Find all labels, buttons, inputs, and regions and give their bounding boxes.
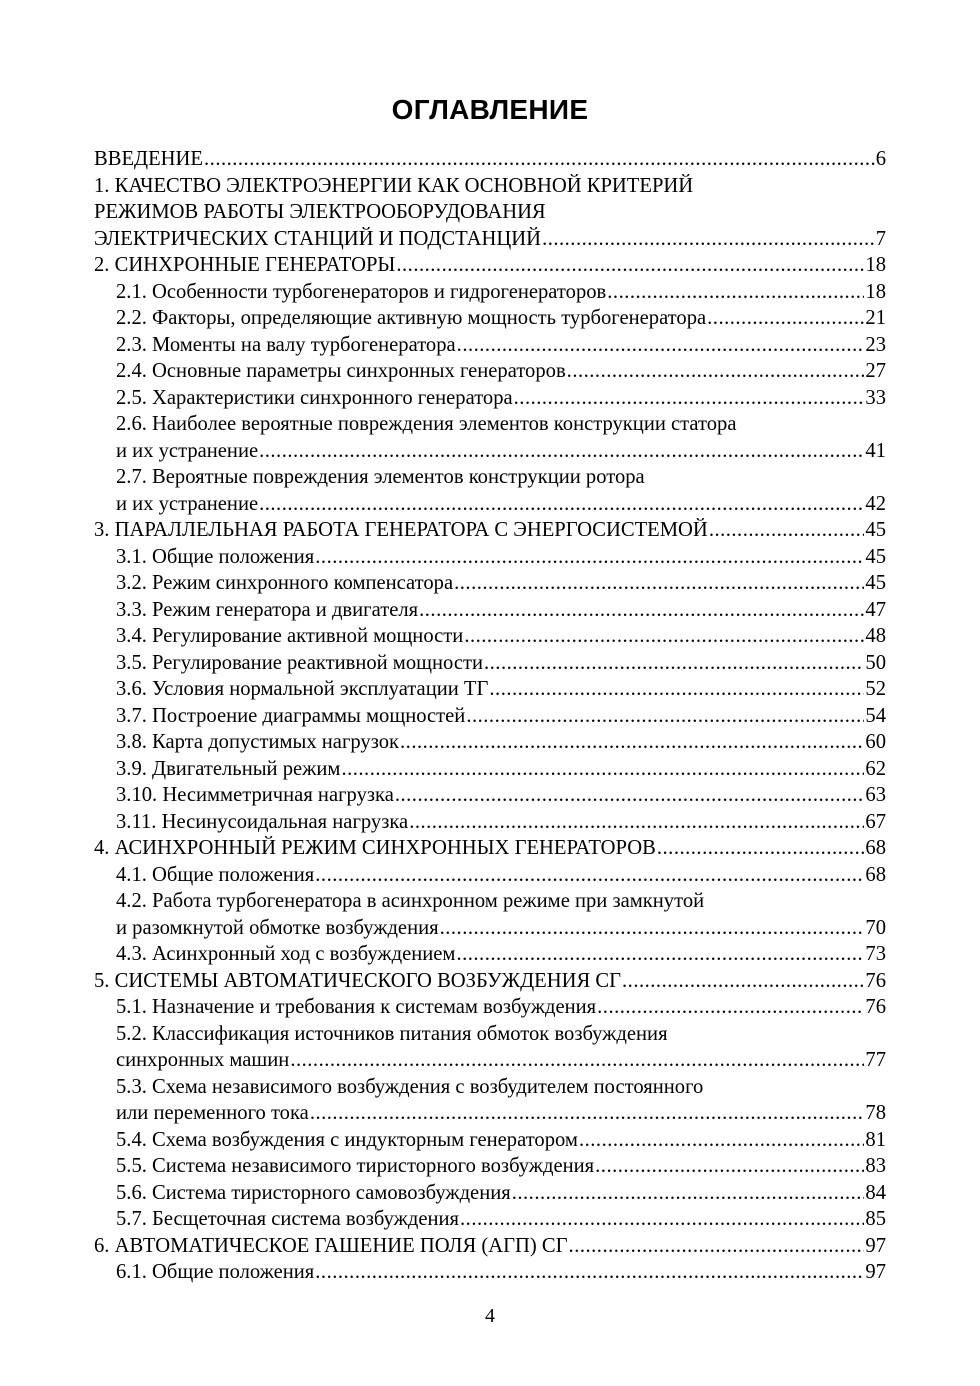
toc-dot-leader [315,862,864,889]
toc-entry-title: 3.9. Двигательный режим [116,757,341,780]
toc-entry-title: и разомкнутой обмотке возбуждения [116,916,439,939]
toc-entry-title: 4. АСИНХРОННЫЙ РЕЖИМ СИНХРОННЫХ ГЕНЕРАТОРОВ [94,837,656,859]
toc-entry[interactable] [94,729,886,756]
toc-dot-leader [409,809,864,836]
toc-entry[interactable] [94,1206,886,1233]
toc-entry-page: 63 [865,784,886,806]
toc-entry-page: 45 [865,519,886,541]
toc-entry[interactable] [94,491,886,518]
toc-entry[interactable] [94,305,886,332]
toc-entry-title: или переменного тока [116,1102,309,1124]
toc-dot-leader [464,623,864,650]
toc-entry-page: 78 [865,1102,886,1124]
toc-entry[interactable] [94,464,886,491]
toc-entry[interactable] [94,1047,886,1074]
toc-entry[interactable] [94,544,886,571]
toc-entry-page: 52 [865,678,886,700]
toc-entry[interactable] [94,915,886,942]
toc-entry[interactable] [94,597,886,624]
toc-dot-leader [569,1233,865,1260]
toc-entry[interactable] [94,1153,886,1180]
toc-entry[interactable] [94,332,886,359]
toc-entry-page: 62 [865,757,886,780]
toc-entry[interactable] [94,835,886,862]
toc-entry-title: 3.7. Построение диаграммы мощностей [116,704,466,727]
toc-entry[interactable] [94,1127,886,1154]
toc-dot-leader [512,1180,865,1207]
toc-entry-page: 21 [865,307,886,329]
toc-dot-leader [259,491,864,518]
toc-dot-leader [457,332,865,359]
toc-entry-title: 3.5. Регулирование реактивной мощности [116,651,483,674]
toc-entry-title: синхронных машин [116,1049,290,1071]
toc-entry-title: 3.10. Несимметричная нагрузка [116,784,394,806]
toc-entry-title: 4.1. Общие положения [116,863,315,886]
toc-entry-page: 54 [865,704,886,727]
toc-entry-page: 23 [865,333,886,356]
toc-entry[interactable] [94,1259,886,1286]
toc-dot-leader [396,252,864,279]
toc-entry-title: и их устранение [116,492,259,515]
toc-entry-title: 4.3. Асинхронный ход с возбуждением [116,943,456,965]
toc-entry-page: 33 [865,386,886,409]
toc-entry[interactable] [94,623,886,650]
toc-entry[interactable] [94,862,886,889]
toc-entry-title: ВВЕДЕНИЕ [94,148,204,170]
toc-entry-page: 48 [865,625,886,647]
toc-entry[interactable] [94,676,886,703]
toc-entry-title: и их устранение [116,439,259,462]
toc-dot-leader [707,305,864,332]
toc-dot-leader [315,1259,864,1286]
toc-entry-page: 18 [865,254,886,276]
toc-dot-leader [484,650,864,677]
toc-entry-page: 47 [865,598,886,621]
toc-dot-leader [542,226,875,253]
toc-dot-leader [395,782,865,809]
toc-entry-page: 85 [865,1208,886,1230]
toc-entry[interactable] [94,782,886,809]
toc-entry-title: 6.1. Общие положения [116,1261,315,1283]
toc-dot-leader [460,1206,864,1233]
toc-entry[interactable] [94,650,886,677]
toc-entry-title: 3.4. Регулирование активной мощности [116,625,464,647]
toc-dot-leader [440,915,865,942]
toc-entry-page: 76 [865,996,886,1018]
page-number: 4 [485,1305,495,1327]
toc-entry-title: 5.4. Схема возбуждения с индукторным генератором [116,1128,578,1151]
toc-entry[interactable] [94,994,886,1021]
toc-dot-leader [466,703,864,730]
toc-entry-page: 60 [865,731,886,753]
toc-entry-title: 2. СИНХРОННЫЕ ГЕНЕРАТОРЫ [94,254,396,276]
toc-entry-page: 76 [865,969,886,992]
toc-entry[interactable] [94,173,886,200]
toc-entry-page: 73 [865,943,886,965]
toc-dot-leader [419,597,864,624]
toc-dot-leader [315,544,864,571]
toc-dot-leader [514,385,865,412]
toc-entry[interactable] [94,1180,886,1207]
toc-entry[interactable] [94,968,886,995]
toc-entry-page: 45 [865,572,886,594]
toc-entry-page: 77 [865,1049,886,1071]
toc-entry-title: 3. ПАРАЛЛЕЛЬНАЯ РАБОТА ГЕНЕРАТОРА С ЭНЕРГОСИСТЕМОЙ [94,519,708,541]
toc-entry-title: 5.3. Схема независимого возбуждения с возбудителем постоянного [116,1075,704,1098]
toc-entry-page: 84 [865,1181,886,1204]
toc-entry-page: 18 [865,280,886,303]
toc-entry-title: 5.6. Система тиристорного самовозбуждения [116,1181,511,1204]
toc-entry[interactable] [94,438,886,465]
toc-entry[interactable] [94,888,886,915]
toc-entry-page: 7 [875,227,886,250]
toc-entry-title: ЭЛЕКТРИЧЕСКИХ СТАНЦИЙ И ПОДСТАНЦИЙ [94,227,542,250]
toc-entry-page: 67 [865,810,886,833]
toc-entry-title: 2.7. Вероятные повреждения элементов конструкции ротора [116,466,645,488]
toc-dot-leader [579,1127,864,1154]
toc-entry-title: 6. АВТОМАТИЧЕСКОЕ ГАШЕНИЕ ПОЛЯ (АГП) СГ [94,1234,568,1257]
toc-entry[interactable] [94,146,886,173]
toc-dot-leader [622,968,864,995]
toc-entry[interactable] [94,411,886,438]
toc-entry-title: 2.4. Основные параметры синхронных генераторов [116,360,566,382]
toc-entry[interactable] [94,199,886,226]
toc-entry[interactable] [94,809,886,836]
toc-entry-title: 5.1. Назначение и требования к системам возбуждения [116,996,597,1018]
toc-entry-page: 6 [875,148,886,170]
toc-entry-page: 81 [865,1128,886,1151]
toc-dot-leader [341,756,864,783]
toc-dot-leader [607,279,864,306]
toc-dot-leader [259,438,864,465]
toc-entry-title: 3.3. Режим генератора и двигателя [116,598,419,621]
toc-entry-page: 42 [865,492,886,515]
toc-entry-page: 68 [865,863,886,886]
toc-entry-title: 3.8. Карта допустимых нагрузок [116,731,400,753]
toc-entry-title: РЕЖИМОВ РАБОТЫ ЭЛЕКТРООБОРУДОВАНИЯ [94,201,546,223]
toc-entry[interactable] [94,517,886,544]
toc-dot-leader [709,517,865,544]
toc-dot-leader [310,1100,865,1127]
toc-entry-title: 5. СИСТЕМЫ АВТОМАТИЧЕСКОГО ВОЗБУЖДЕНИЯ СГ [94,969,622,992]
toc-dot-leader [595,1153,864,1180]
toc-entry[interactable] [94,252,886,279]
toc-entry-page: 27 [865,360,886,382]
toc-dot-leader [400,729,864,756]
toc-entry[interactable] [94,1074,886,1101]
toc-entry[interactable] [94,358,886,385]
toc-entry-page: 97 [865,1261,886,1283]
toc-dot-leader [456,941,864,968]
toc-entry[interactable] [94,703,886,730]
toc-entry-page: 97 [865,1234,886,1257]
toc-entry-title: 5.2. Классификация источников питания обмоток возбуждения [116,1022,668,1045]
toc-entry-title: 2.3. Моменты на валу турбогенератора [116,333,456,356]
toc-dot-leader [657,835,865,862]
toc-dot-leader [204,146,875,173]
toc-entry-page: 83 [865,1155,886,1177]
toc-entry-page: 68 [865,837,886,859]
toc-entry-title: 3.11. Несинусоидальная нагрузка [116,810,409,833]
toc-entry-page: 50 [865,651,886,674]
toc-entry[interactable] [94,756,886,783]
toc-entry[interactable] [94,570,886,597]
toc-entry-title: 2.2. Факторы, определяющие активную мощность турбогенератора [116,307,707,329]
toc-entry[interactable] [94,1021,886,1048]
toc-entry-title: 1. КАЧЕСТВО ЭЛЕКТРОЭНЕРГИИ КАК ОСНОВНОЙ КРИТЕРИЙ [94,174,694,197]
toc-entry-title: 2.5. Характеристики синхронного генератора [116,386,513,409]
toc-entry-page: 45 [865,545,886,568]
toc-entry[interactable] [94,385,886,412]
toc-dot-leader [290,1047,864,1074]
toc-entry-title: 2.6. Наиболее вероятные повреждения элементов конструкции статора [116,413,737,435]
toc-dot-leader [454,570,864,597]
toc-entry-title: 3.2. Режим синхронного компенсатора [116,572,454,594]
toc-dot-leader [597,994,864,1021]
toc-entry[interactable] [94,1233,886,1260]
toc-entry-title: 2.1. Особенности турбогенераторов и гидрогенераторов [116,280,607,303]
toc-entry-page: 70 [865,916,886,939]
toc-entry[interactable] [94,279,886,306]
toc-entry-title: 4.2. Работа турбогенератора в асинхронном режиме при замкнутой [116,890,705,912]
toc-dot-leader [489,676,864,703]
toc-entry[interactable] [94,226,886,253]
toc-entry[interactable] [94,1100,886,1127]
toc-entry-title: 5.7. Бесщеточная система возбуждения [116,1208,460,1230]
page-title: ОГЛАВЛЕНИЕ [391,94,589,125]
toc-entry[interactable] [94,941,886,968]
toc-entry-title: 3.6. Условия нормальной эксплуатации ТГ [116,678,489,700]
table-of-contents [94,146,886,1286]
toc-entry-page: 41 [865,439,886,462]
toc-entry-title: 3.1. Общие положения [116,545,315,568]
toc-dot-leader [567,358,865,385]
toc-entry-title: 5.5. Система независимого тиристорного возбуждения [116,1155,595,1177]
